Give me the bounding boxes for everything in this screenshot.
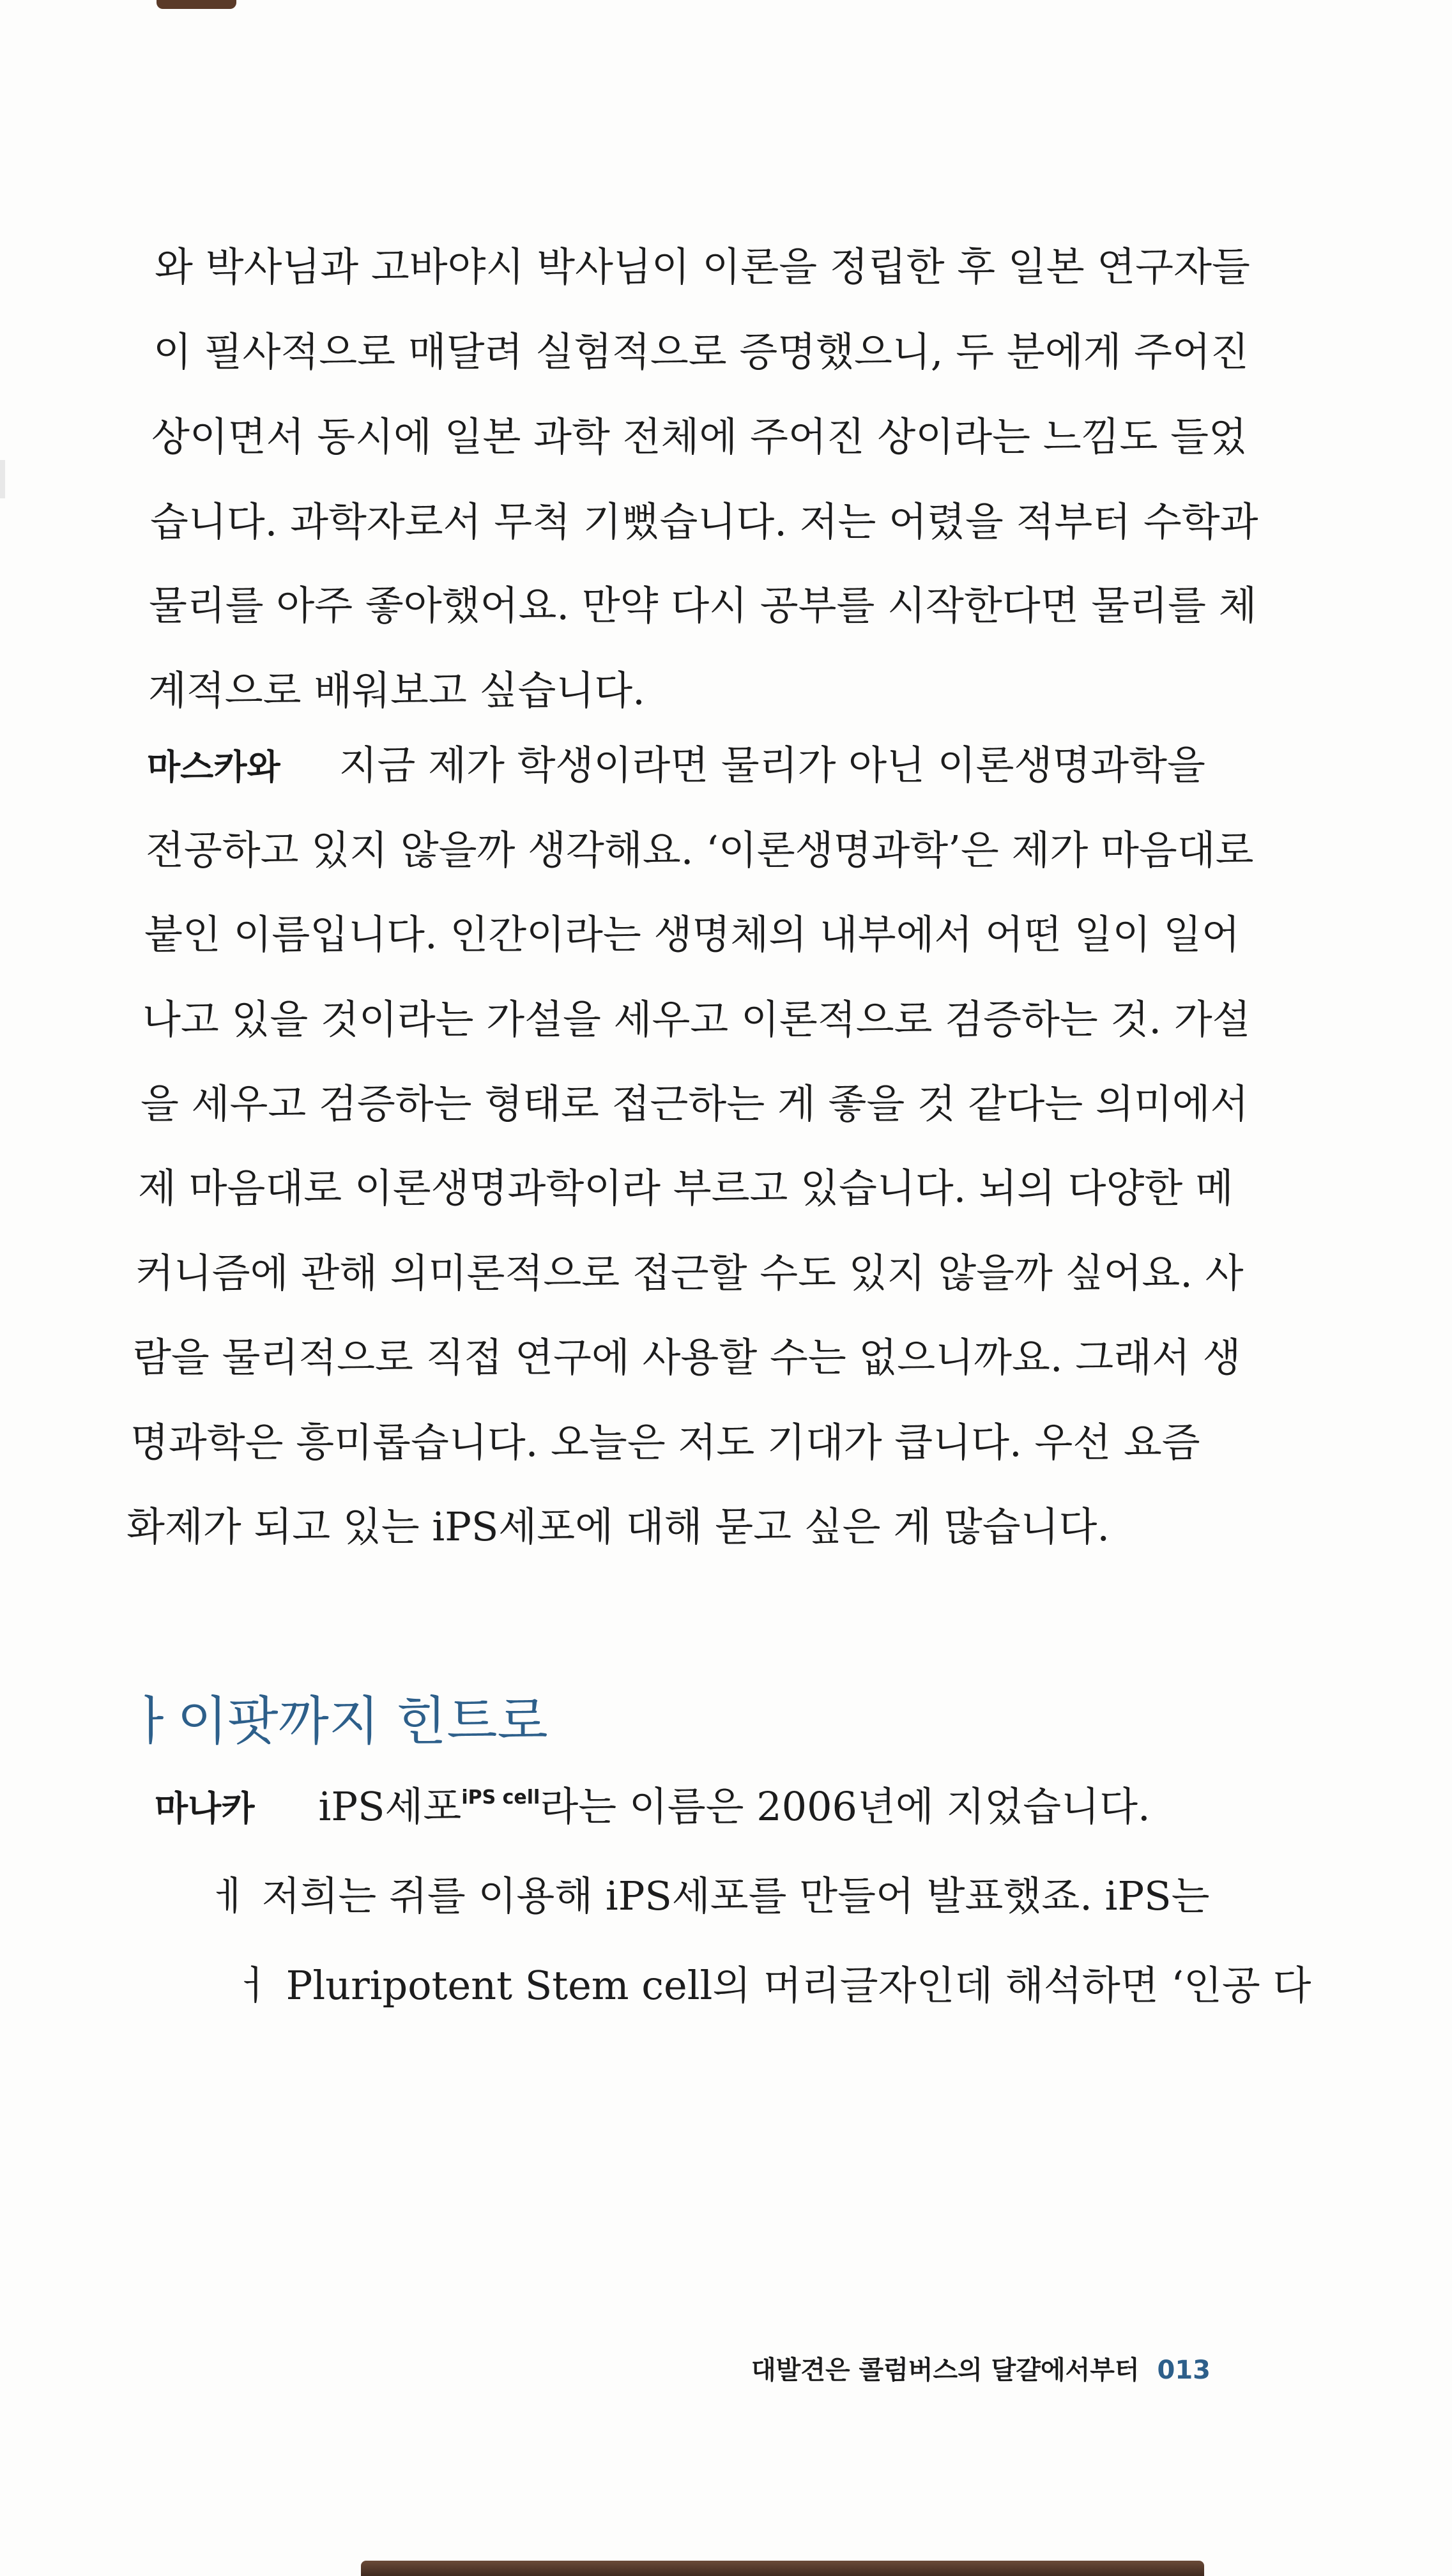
speaker-name: 마나카 (155, 1788, 255, 1828)
paragraph1-line-2: 이 필사적으로 매달려 실험적으로 증명했으니, 두 분에게 주어진 (153, 328, 1249, 375)
paragraph1-line-5: 물리를 아주 좋아했어요. 만약 다시 공부를 시작한다면 물리를 체 (149, 582, 1257, 629)
page-edge-shadow (0, 460, 5, 498)
paragraph2-line-1: 지금 제가 학생이라면 물리가 아닌 이론생명과학을 (339, 742, 1205, 788)
paragraph2-line-2: 전공하고 있지 않을까 생각해요. ‘이론생명과학’은 제가 마음대로 (146, 827, 1254, 873)
paragraph3-line-3: ㅓ Pluripotent Stem cell의 머리글자인데 해석하면 ‘인공 다 (235, 1962, 1311, 2009)
paragraph1-line-3: 상이면서 동시에 일본 과학 전체에 주어진 상이라는 느낌도 들었 (151, 413, 1247, 460)
speaker-name: 마스카와 (147, 747, 280, 787)
paragraph2-line-10: 화제가 되고 있는 iPS세포에 대해 묻고 싶은 게 많습니다. (126, 1503, 1110, 1550)
running-title: 대발견은 콜럼버스의 달걀에서부터 (751, 2356, 1140, 2385)
page-edge-mark-bottom (361, 2561, 1204, 2576)
page-number: 013 (1157, 2356, 1211, 2385)
paragraph1-line-1: 와 박사님과 고바야시 박사님이 이론을 정립한 후 일본 연구자들 (155, 243, 1250, 290)
paragraph1-line-6: 계적으로 배워보고 싶습니다. (148, 667, 645, 714)
page-edge-mark-top (157, 0, 236, 9)
paragraph2-line-9: 명과학은 흥미롭습니다. 오늘은 저도 기대가 큽니다. 우선 요즘 (130, 1419, 1200, 1466)
running-footer (699, 2351, 1211, 2389)
term-annotation: iPS cell (461, 1786, 540, 1809)
paragraph2-line-6: 제 마음대로 이론생명과학이라 부르고 있습니다. 뇌의 다양한 메 (138, 1165, 1234, 1211)
paragraph2-line-5: 을 세우고 검증하는 형태로 접근하는 게 좋을 것 같다는 의미에서 (141, 1080, 1249, 1127)
section-heading: ㅏ이팟까지 힌트로 (126, 1691, 548, 1752)
paragraph3-line-2: ㅔ 저희는 쥐를 이용해 iPS세포를 만들어 발표했죠. iPS는 (211, 1873, 1210, 1919)
paragraph3-line-1-post: 라는 이름은 2006년에 지었습니다. (540, 1783, 1150, 1830)
paragraph2-first-line (147, 735, 1357, 796)
paragraph3-first-line (155, 1776, 1365, 1837)
paragraph2-line-3: 붙인 이름입니다. 인간이라는 생명체의 내부에서 어떤 일이 일어 (144, 911, 1240, 958)
paragraph2-line-4: 나고 있을 것이라는 가설을 세우고 이론적으로 검증하는 것. 가설 (142, 996, 1251, 1043)
paragraph3-line-1-pre: iPS세포 (318, 1783, 462, 1830)
paragraph2-line-7: 커니즘에 관해 의미론적으로 접근할 수도 있지 않을까 싶어요. 사 (135, 1250, 1244, 1296)
paragraph1-line-4: 습니다. 과학자로서 무척 기뻤습니다. 저는 어렸을 적부터 수학과 (150, 498, 1258, 545)
paragraph2-line-8: 람을 물리적으로 직접 연구에 사용할 수는 없으니까요. 그래서 생 (133, 1334, 1241, 1381)
